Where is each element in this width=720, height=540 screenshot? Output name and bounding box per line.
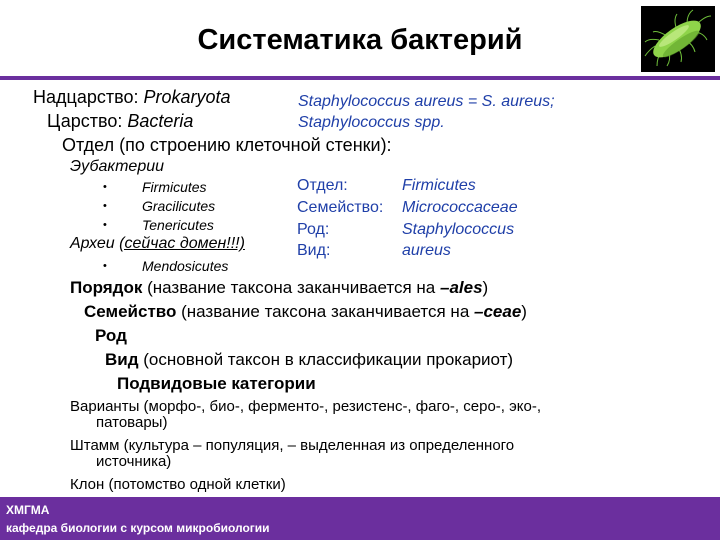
title-divider [0,76,720,80]
superkingdom-line [33,87,231,108]
eubacteria-item: Gracilicutes [142,198,216,214]
footer-department: кафедра биологии с курсом микробиологии [6,521,270,535]
archaea-note: (сейчас домен!!!) [119,235,245,252]
species-line [105,350,513,370]
family-label: Семейство [84,302,177,321]
order-note: (название таксона заканчивается на [142,278,440,297]
bacterium-image [641,6,715,72]
species-label: Вид [105,350,139,369]
family-note: (название таксона заканчивается на [176,302,474,321]
division-note: (по строению клеточной стенки): [114,135,392,155]
variants-line-cont: патовары) [96,414,168,431]
archaea-line [70,235,245,253]
bacterium-icon [641,6,715,72]
clone-line: Клон (потомство одной клетки) [70,476,286,493]
taxon-row-value: Micrococcaceae [402,199,518,216]
taxon-row-label: Отдел: [297,177,348,194]
taxon-row-label: Вид: [297,242,331,259]
order-line [70,278,488,298]
kingdom-value: Bacteria [127,111,194,131]
division-line [62,135,392,156]
bullet-icon: • [103,219,107,231]
eubacteria-heading: Эубактерии [70,158,165,175]
order-note-end: ) [482,278,489,297]
superkingdom-label: Надцарство: [33,87,144,107]
taxon-row-label: Род: [297,221,330,238]
subspecies-label: Подвидовые категории [117,374,316,393]
division-label: Отдел [62,135,115,155]
eubacteria-item: Tenericutes [142,217,214,233]
archaea-label: Археи [70,235,120,252]
genus-label: Род [95,326,127,345]
bullet-icon: • [103,200,107,212]
taxon-row-label: Семейство: [297,199,384,216]
archaea-item: Mendosicutes [142,258,229,274]
family-note-end: ) [521,302,527,321]
variants-line: Варианты (морфо-, био-, ферменто-, резистенс-, фаго-, серо-, эко-, [70,398,542,415]
staph-species-line: Staphylococcus aureus = S. aureus; [298,93,555,110]
taxon-row-value: aureus [402,242,451,259]
eubacteria-item: Firmicutes [142,179,207,195]
bullet-icon: • [103,260,107,272]
family-line [84,302,527,322]
bullet-icon: • [103,181,107,193]
taxon-row-value: Firmicutes [402,177,476,194]
page-title: Систематика бактерий [197,24,523,56]
strain-line: Штамм (культура – популяция, – выделенная из определенного [70,437,515,454]
kingdom-label: Царство: [47,111,128,131]
taxon-row-value: Staphylococcus [402,221,515,238]
order-label: Порядок [70,278,143,297]
footer-institution: ХМГМА [6,503,50,517]
superkingdom-value: Prokaryota [143,87,231,107]
kingdom-line [47,111,193,132]
staph-spp-line: Staphylococcus spp. [298,114,445,131]
order-suffix: –ales [439,278,483,297]
strain-line-cont: источника) [96,453,172,470]
family-suffix: –ceae [474,302,522,321]
species-note: (основной таксон в классификации прокариот) [138,350,514,369]
